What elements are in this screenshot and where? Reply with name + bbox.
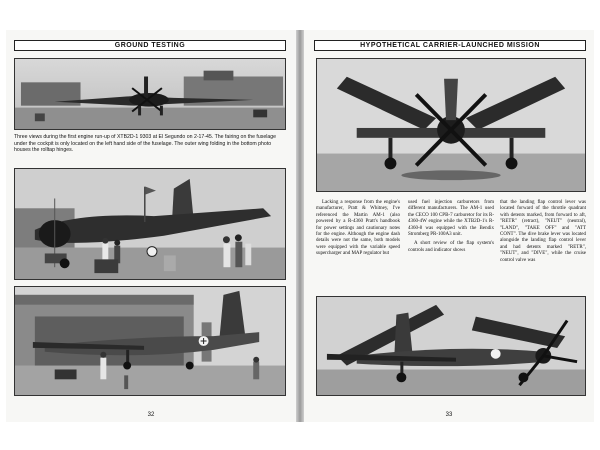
- page-number: 32: [147, 412, 155, 418]
- photo-folded-wings-quarter: [316, 296, 586, 396]
- right-page: [304, 30, 594, 422]
- photo-caption: Three views during the first engine run-up of XTB2D-1 9303 at El Segundo on 2-17-45. The fairing on the fuselage under the cockpit is only located on the left hand side of the fuselage. The outer wing folding in the bottom photo houses the rolltap hinges.: [14, 134, 277, 154]
- text-column-1: [316, 200, 400, 300]
- photo-hangar-rear-view: [14, 286, 286, 396]
- photo-folded-wings-front: [316, 58, 586, 192]
- text-column-3: [500, 200, 586, 300]
- column2-paragraph-2: A short review of the flap system's controls and indicator shows: [408, 241, 494, 253]
- left-page: [6, 30, 296, 422]
- left-page-header: GROUND TESTING: [14, 40, 286, 51]
- column1-paragraph: Lacking a response from the engine's manufacturer, Pratt & Whitney, I've referenced the Martin AM-1 (also powered by a R-4360 Pratt's handbook for power settings and cautionary notes for the engine. Although the engine dash details were not the same, both models were equipped with the variable speed supercharger and MAP regulator but: [316, 200, 400, 257]
- photo-engine-runup-side: [14, 58, 286, 130]
- text-column-2: [408, 200, 494, 300]
- page-number: 33: [445, 412, 453, 418]
- column3-paragraph: that the landing flap control lever was located forward of the throttle quadrant with detents marked, from forward to aft, "RETR" (retract), "NEUT" (neutral), "LAND", "TAKE OFF" and "ATT CONT". The dive brake lever was located alongside the landing flap control lever and had detents marked "RETR", "NEUT", and "DIVE", while the cruise control valve was: [500, 200, 586, 263]
- right-page-header: HYPOTHETICAL CARRIER-LAUNCHED MISSION: [314, 40, 586, 51]
- column2-paragraph-1: used fuel injection carburetors from different manufacturers. The AM-1 used the CECO 100 CPB-7 carburetor for its R-4360-4W engine while the XTB2D-1's R-4360-8 was equipped with the Bendix Stromberg PR-100A3 unit.: [408, 200, 494, 238]
- photo-engine-runup-crew: [14, 168, 286, 280]
- book-gutter: [296, 30, 304, 422]
